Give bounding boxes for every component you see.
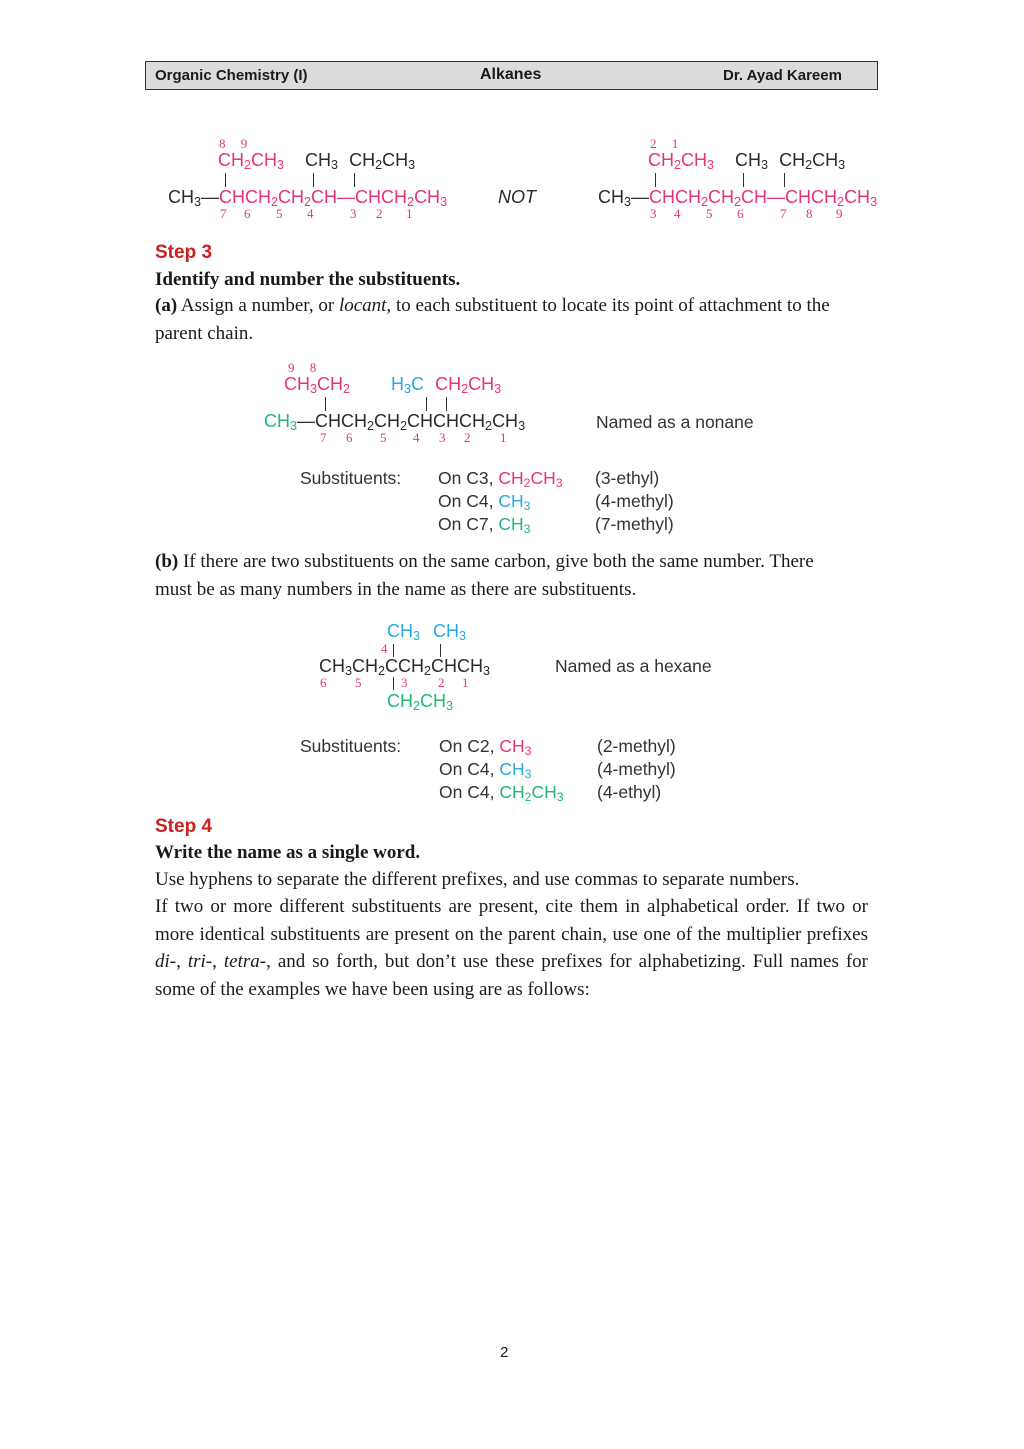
fig2-top-groups: $CH_3CH_2$ $H_3C$ $CH_2CH_3$ — [284, 374, 502, 397]
fig2-row-1-name: (3-ethyl) — [595, 468, 660, 488]
fig3-row-1: On C2, $CH_3$ — [439, 736, 532, 759]
figure-nonane: 9 8 $CH_3CH_2$ $H_3C$ $CH_2CH_3$ $CH_3—CHCH_2CH_2CHCHCH_2CH_3$ 7 6 5 4 3 2 1 Named as a nonane Substituents: On C3, $CH_2CH_3$ (3-ethyl) On C4, $CH_3$ (4-methyl) On C7, $CH_3$ (7-methyl) — [264, 360, 754, 537]
figure-hexane: $CH_3$ $CH_3$ 4 $CH_3CH_2CCH_2CHCH_3$ 3 6 5 2 1 $CH_2CH_3$ Named as a hexane Substituents: On C2, $CH_3$ (2-methyl) On C4, $CH_3$ (4-methyl) On C4, $CH_2CH_3$ (4-ethyl) — [300, 621, 712, 805]
fig3-main-chain: $CH_3CH_2CCH_2CHCH_3$ — [319, 656, 491, 679]
fig3-row-3: On C4, $CH_2CH_3$ — [439, 782, 564, 805]
header-author: Dr. Ayad Kareem — [723, 67, 842, 84]
fig3-row-2-name: (4-methyl) — [597, 759, 676, 779]
header-topic: Alkanes — [480, 66, 542, 83]
paragraph-b: (b) If there are two substituents on the same carbon, give both the same number. There must be as many numbers in the name as there are substituents. — [155, 551, 814, 600]
fig3-bottom-group: $CH_2CH_3$ — [387, 691, 454, 714]
fig3-top-groups: $CH_3$ $CH_3$ — [387, 621, 467, 644]
fig2-row-1: On C3, $CH_2CH_3$ — [438, 468, 563, 491]
right-top-groups: $CH_2CH_3$ $CH_3$ $CH_2CH_3$ — [648, 150, 846, 173]
step3-paragraph-a: (a) Assign a number, or locant, to each substituent to locate its point of attachment to the parent chain. — [155, 295, 830, 344]
step4-paragraph-2: If two or more different substituents are present, cite them in alphabetical order. If two or more identical substituents are present on the parent chain, use one of the multiplier prefixes di-, tri-, tetra-, and so forth, but don’t use these prefixes for alphabetizing. Full names for some of the examples we have been using are as follows: — [155, 896, 868, 1000]
fig3-row-1-name: (2-methyl) — [597, 736, 676, 756]
fig2-row-2: On C4, $CH_3$ — [438, 491, 531, 514]
right-main-chain: $CH_3—CHCH_2CH_2CH—CHCH_2CH_3$ — [598, 187, 878, 210]
fig2-row-3: On C7, $CH_3$ — [438, 514, 531, 537]
left-main-chain: $CH_3—CHCH_2CH_2CH—CHCH_2CH_3$ — [168, 187, 448, 210]
fig2-main-chain: $CH_3—CHCH_2CH_2CHCHCH_2CH_3$ — [264, 411, 526, 434]
page-number: 2 — [500, 1344, 509, 1361]
step4-subtitle: Write the name as a single word. — [155, 842, 421, 863]
header-course: Organic Chemistry (I) — [155, 67, 308, 84]
left-top-groups: $CH_2CH_3$ $CH_3$ $CH_2CH_3$ — [218, 150, 416, 173]
step3-title: Step 3 — [155, 242, 213, 263]
figure-chain-numbering: 8 9 $CH_2CH_3$ $CH_3$ $CH_2CH_3$ $CH_3—CHCH_2CH_2CH—CHCH_2CH_3$ 7 6 5 4 3 2 1 NOT 2 1 $CH_2CH_3$ $CH_3$ $CH_2CH_3$ $CH_3—CHCH_2CH_2CH—CHCH_2CH_3$ 3 4 5 6 7 8 9 — [168, 136, 878, 221]
not-label: NOT — [498, 187, 536, 207]
left-top-numbers: 8 9 — [219, 136, 254, 151]
right-top-numbers: 2 1 — [650, 136, 685, 151]
step3-subtitle: Identify and number the substituents. — [155, 269, 461, 290]
fig3-num-3: 3 — [401, 675, 408, 690]
fig2-substituents-label: Substituents: — [300, 468, 402, 488]
step4-title: Step 4 — [155, 816, 213, 837]
fig2-named-as: Named as a nonane — [596, 412, 754, 432]
fig3-named-as: Named as a hexane — [555, 656, 712, 676]
fig3-num-4: 4 — [381, 641, 388, 656]
fig2-row-3-name: (7-methyl) — [595, 514, 674, 534]
fig3-row-2: On C4, $CH_3$ — [439, 759, 532, 782]
fig3-substituents-label: Substituents: — [300, 736, 402, 756]
step4-paragraph-1: Use hyphens to separate the different prefixes, and use commas to separate numbers. — [155, 869, 800, 890]
fig2-row-2-name: (4-methyl) — [595, 491, 674, 511]
fig2-top-numbers: 9 8 — [288, 360, 323, 375]
page-header — [145, 61, 878, 90]
fig3-row-3-name: (4-ethyl) — [597, 782, 662, 802]
